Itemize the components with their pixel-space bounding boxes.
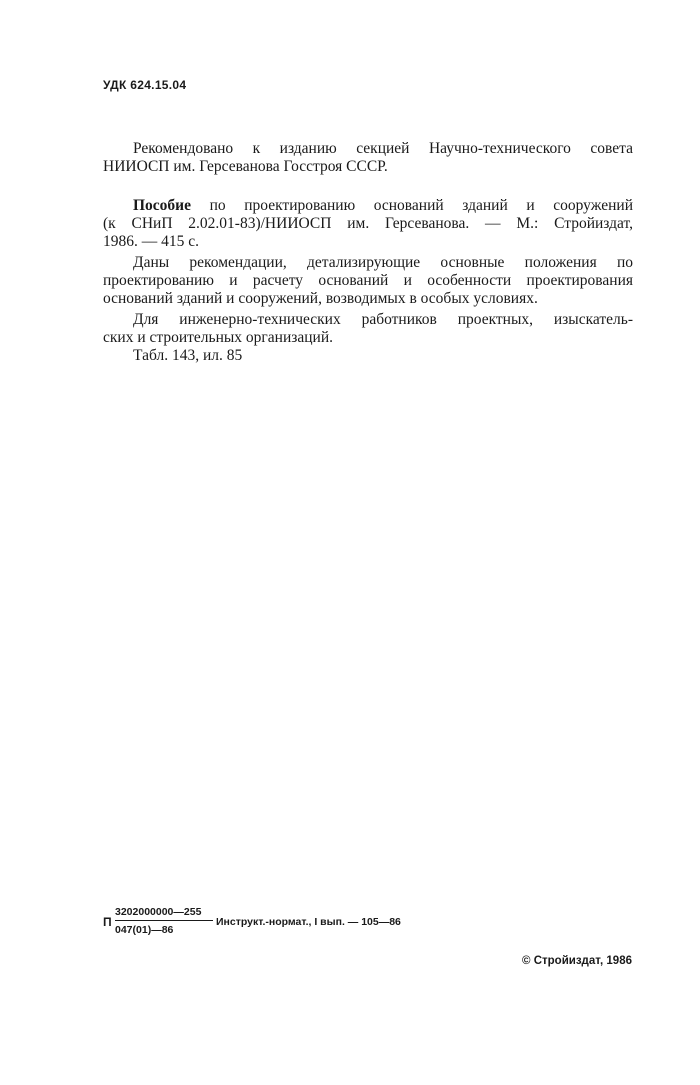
index-denominator: 047(01)—86 (115, 924, 174, 936)
annotation-paragraph-1 (103, 254, 633, 308)
annotation-line-2: проектированию и расчету оснований и особенности проектирования (103, 272, 633, 289)
recommendation-paragraph (103, 140, 633, 176)
annotation-paragraph-2 (103, 311, 633, 365)
index-letter: П (103, 915, 112, 929)
bibliography-line-2: (к СНиП 2.02.01-83)/НИИОСП им. Герсеванова. — М.: Стройиздат, (103, 215, 633, 232)
audience-line-1: Для инженерно-технических работников проектных, изыскатель- (133, 311, 633, 328)
bibliography-line-1 (103, 197, 633, 215)
bibliography-title: Пособие (133, 197, 191, 214)
recommendation-line-2: НИИОСП им. Герсеванова Госстроя СССР. (103, 158, 388, 175)
index-tail: Инструкт.-нормат., I вып. — 105—86 (216, 916, 401, 928)
index-fraction (115, 906, 213, 936)
copyright-notice: © Стройиздат, 1986 (522, 955, 632, 967)
udc-code: УДК 624.15.04 (103, 78, 187, 92)
tables-illustrations-count: Табл. 143, ил. 85 (133, 347, 243, 364)
bibliographic-record (103, 197, 633, 251)
annotation-line-3: оснований зданий и сооружений, возводимых в особых условиях. (103, 290, 538, 307)
audience-line-2: ских и строительных организаций. (103, 329, 334, 346)
bibliography-line-1-rest: по проектированию оснований зданий и сооружений (191, 197, 633, 214)
recommendation-line-1: Рекомендовано к изданию секцией Научно-технического совета (133, 140, 633, 157)
index-numerator: 3202000000—255 (115, 906, 213, 921)
annotation-line-1: Даны рекомендации, детализирующие основные положения по (133, 254, 633, 271)
bibliography-line-3: 1986. — 415 с. (103, 233, 200, 250)
